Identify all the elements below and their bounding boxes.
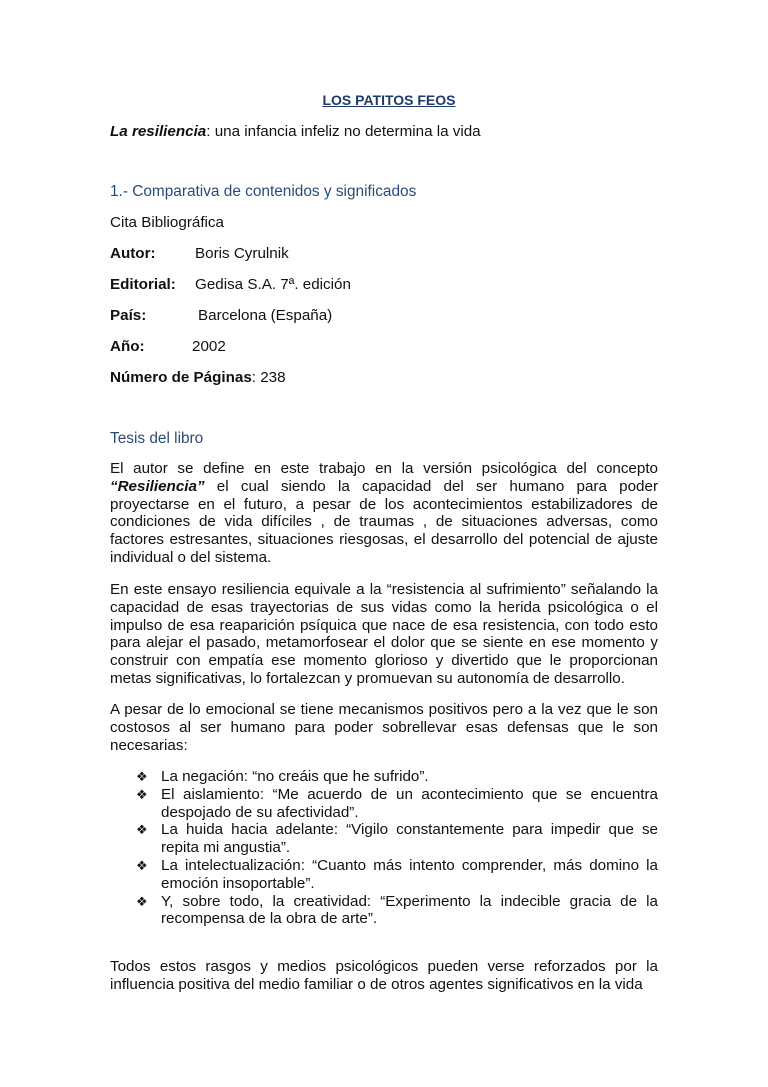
- document-title: LOS PATITOS FEOS: [322, 92, 456, 108]
- diamond-bullet-icon: ❖: [136, 893, 148, 909]
- paragraph-tesis-2: En este ensayo resiliencia equivale a la “resistencia al sufrimiento” señalando la capacidad de esas trayectorias de sus vidas como la herida psicológica o el impulso de esa reaparición psíquica que nace de esa resistencia, con todo esto para alejar el pasado, metamorfosear el dolor que se siente en ese momento y construir con empatía ese momento glorioso y divertido que le proporcionan metas significativas, lo fortalezcan y promuevan su autonomía de desarrollo.: [110, 581, 658, 687]
- paragraph-tesis-4: Todos estos rasgos y medios psicológicos pueden verse reforzados por la influencia positiva del medio familiar o de otros agentes significativos en la vida: [110, 958, 658, 993]
- diamond-bullet-icon: ❖: [136, 857, 148, 873]
- meta-value-paginas: : 238: [251, 369, 286, 386]
- meta-label-pais: País:: [110, 307, 147, 324]
- para1-rest: el cual siendo la capacidad del ser humano para poder proyectarse en el futuro, a pesar de los acontecimientos estabilizadores de condiciones de vida difíciles , de traumas , de situaciones adversas, como factores estresantes, situaciones riesgosas, el desarrollo del potencial de ajuste individual o del sistema.: [110, 477, 658, 566]
- meta-label-anio: Año:: [110, 338, 145, 355]
- meta-value-autor: Boris Cyrulnik: [195, 245, 289, 262]
- cita-bibliografica: Cita Bibliográfica: [110, 214, 224, 231]
- section-heading-tesis: Tesis del libro: [110, 430, 204, 447]
- list-item: ❖ La negación: “no creáis que he sufrido”.: [136, 768, 429, 785]
- para1-start: El autor se define en este trabajo en la versión psicológica del concepto: [110, 460, 658, 477]
- defense-mechanisms-list: [136, 768, 658, 928]
- document-subtitle: [110, 123, 481, 140]
- section-heading-comparativa: 1.- Comparativa de contenidos y significados: [110, 183, 417, 200]
- list-item: ❖ La intelectualización: “Cuanto más intento comprender, más domino la emoción insoportable”.: [136, 856, 658, 892]
- paragraph-tesis-1: [110, 460, 658, 567]
- list-item: ❖ El aislamiento: “Me acuerdo de un acontecimiento que se encuentra despojado de su afectividad”.: [136, 785, 658, 821]
- list-item: ❖ Y, sobre todo, la creatividad: “Experimento la indecible gracia de la recompensa de la obra de arte”.: [136, 892, 658, 928]
- diamond-bullet-icon: ❖: [136, 822, 148, 838]
- meta-label-paginas: Número de Páginas: [110, 369, 252, 386]
- meta-value-editorial: Gedisa S.A. 7ª. edición: [195, 276, 351, 293]
- subtitle-emphasis: La resiliencia: [110, 123, 207, 140]
- meta-label-autor: Autor:: [110, 245, 156, 262]
- para1-term: “Resiliencia”: [110, 477, 205, 495]
- meta-value-anio: 2002: [192, 338, 226, 355]
- subtitle-rest: : una infancia infeliz no determina la vida: [206, 123, 481, 140]
- diamond-bullet-icon: ❖: [136, 786, 148, 802]
- paragraph-tesis-3: A pesar de lo emocional se tiene mecanismos positivos pero a la vez que le son costosos al ser humano para poder sobrellevar esas defensas que le son necesarias:: [110, 701, 658, 754]
- meta-paginas: [110, 369, 286, 386]
- list-item: ❖ La huida hacia adelante: “Vigilo constantemente para impedir que se repita mi angustia”.: [136, 821, 658, 857]
- diamond-bullet-icon: ❖: [136, 769, 148, 784]
- meta-value-pais: Barcelona (España): [198, 307, 333, 324]
- meta-label-editorial: Editorial:: [110, 276, 176, 293]
